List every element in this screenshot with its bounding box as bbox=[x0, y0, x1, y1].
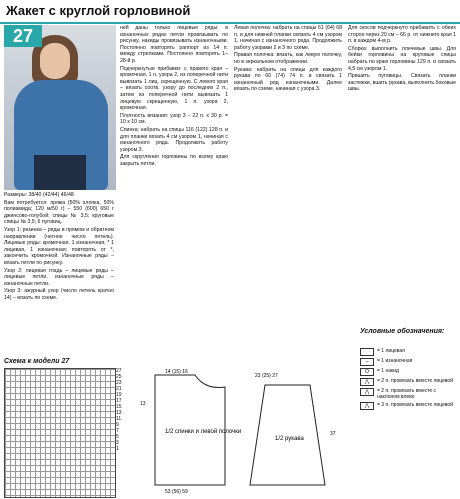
text-column-4 bbox=[348, 25, 456, 94]
paragraph: ней даны только лицевые ряды; в изнаночных рядах петли провязывать по рисунку, накиды провязывать изнаночными. Постоянно повторять раппорт из 14 п. между стрелками. Постоянно повторять 1–28-й р. bbox=[120, 25, 228, 64]
row-number: 21 bbox=[116, 386, 122, 392]
legend-text: = 2 п. провязать вместе с наклоном влево bbox=[377, 388, 437, 400]
row-number: 11 bbox=[116, 416, 122, 422]
legend-title: Условные обозначения: bbox=[360, 328, 445, 335]
paragraph: Левая полочка: набрать на спицы 61 (64) 68 п. и для нижней планки связать 4 см узором 1, начиная с изнаночного ряда. Продолжить работу узорами 2 и 3 по схеме. bbox=[234, 25, 342, 51]
paragraph: Подчеркнутые прибавки: с правого края – кромочная, 1 п. узора 2, из поперечной нити вывязать 1 лиц. скрещенную. С левого края – вязать соотв. узору до последних 2 п., затем из поперечной нити вывязать 1 лицевую скрещенную, 1 п. узора 2, кромочная. bbox=[120, 65, 228, 112]
legend-symbol: ⋀ bbox=[360, 402, 374, 410]
measure-label: 37 bbox=[330, 431, 336, 437]
row-number: 7 bbox=[116, 428, 119, 434]
measure-label: 14 (15) 16 bbox=[165, 369, 188, 375]
legend-item bbox=[360, 368, 456, 376]
text-column-2 bbox=[120, 25, 228, 168]
row-number: 13 bbox=[116, 410, 122, 416]
row-number: 3 bbox=[116, 440, 119, 446]
row-number: 19 bbox=[116, 392, 122, 398]
paragraph: Узор 1: резинка – ряды в прямом и обратном направлении (четное число петель). Лицевые ряды: кромочная, 1 изнаночная, * 1 лицевая, 1 изнаночная; повторять от *, закончить кромочной. Изнаночные ряды – вязать петли по рисунку. bbox=[4, 226, 114, 266]
model-number-badge: 27 bbox=[4, 25, 42, 47]
legend-item bbox=[360, 388, 456, 400]
paragraph: Узор 2: лицевая гладь – лицевые ряды – лицевые петли, изнаночные ряды – изнаночные петли. bbox=[4, 267, 114, 287]
paragraph: Рукава: набрать на спицы для каждого рукава по 60 (74) 74 п. и связать 1 изнаночный ряд изнаночными. Далее вязать по схеме, начиная с узора 3. bbox=[234, 66, 342, 93]
row-number: 9 bbox=[116, 422, 119, 428]
knitting-chart-grid bbox=[4, 368, 116, 498]
legend-symbol: О bbox=[360, 368, 374, 376]
measure-label: 53 (56) 59 bbox=[165, 489, 188, 495]
measure-label: 23 (25) 27 bbox=[255, 373, 278, 379]
paragraph: Вам потребуется: пряжа (50% хлопка, 50% полиамида; 120 м/50 г) – 550 (600) 650 г джинсово-голубой; спицы № 3,5; круговые спицы № 3,5; 6 пуговиц. bbox=[4, 199, 114, 226]
article-header bbox=[0, 0, 460, 24]
paragraph: Пришить пуговицы. Связать планки застежки, вшить рукава, выполнить боковые швы. bbox=[348, 73, 456, 93]
legend-symbol: ⋀ bbox=[360, 388, 374, 396]
legend-item bbox=[360, 348, 456, 356]
legend-text: = 1 накид bbox=[377, 368, 399, 374]
paragraph: Сборка: выполнить плечевые швы. Для бейки горловины на круговые спицы набрать по краю горловины 129 п. и связать 4,5 см узором 1. bbox=[348, 45, 456, 72]
back-piece-label: 1/2 спинки и левой полочки bbox=[165, 429, 242, 435]
paragraph: Плотность вязания: узор 3 – 22 п. x 30 р. = 10 x 10 см. bbox=[120, 112, 228, 126]
measure-label: 13 bbox=[140, 401, 146, 407]
paragraph: Размеры: 38/40 (42/44) 46/48 bbox=[4, 192, 74, 198]
photo-jeans bbox=[34, 155, 86, 190]
legend-item bbox=[360, 402, 456, 410]
legend-text: = 3 п. провязать вместе лицевой bbox=[377, 402, 453, 408]
row-number: 25 bbox=[116, 374, 122, 380]
legend bbox=[360, 348, 456, 412]
legend-text: = 1 лицевая bbox=[377, 348, 405, 354]
text-column-1 bbox=[4, 192, 114, 303]
legend-item bbox=[360, 378, 456, 386]
row-number: 17 bbox=[116, 398, 122, 404]
text-column-3 bbox=[234, 25, 342, 94]
row-number: 1 bbox=[116, 446, 119, 452]
garment-pattern-diagram bbox=[135, 365, 345, 495]
legend-symbol bbox=[360, 348, 374, 356]
legend-symbol: – bbox=[360, 358, 374, 366]
legend-symbol: ⋀ bbox=[360, 378, 374, 386]
row-number: 5 bbox=[116, 434, 119, 440]
legend-text: = 2 п. провязать вместе лицевой bbox=[377, 378, 453, 384]
row-number: 27 bbox=[116, 368, 122, 374]
chart-row-numbers bbox=[116, 368, 128, 452]
legend-text: = 1 изнаночная bbox=[377, 358, 413, 364]
sleeve-label: 1/2 рукава bbox=[275, 436, 304, 442]
photo-face bbox=[40, 43, 70, 79]
model-photo bbox=[4, 25, 116, 190]
paragraph: Спинка: набрать на спицы 116 (122) 128 п. и для планки вязать 4 см узором 1, начиная с изнаночного ряда. Продолжить работу узором 3. bbox=[120, 126, 228, 153]
paragraph: Узор 3: ажурный узор (число петель кратно 14) – вязать по схеме. bbox=[4, 288, 114, 301]
paragraph: Для скругления горловины по всему краю закрыть петли. bbox=[120, 154, 228, 167]
row-number: 15 bbox=[116, 404, 122, 410]
paragraph: Правая полочка: вязать, как левую полочку, но в зеркальном отображении. bbox=[234, 52, 342, 65]
legend-item bbox=[360, 358, 456, 366]
schema-title: Схема к модели 27 bbox=[4, 358, 70, 365]
row-number: 23 bbox=[116, 380, 122, 386]
sleeve-outline bbox=[250, 385, 325, 485]
paragraph: Для скосов подчеркнуто прибавить с обеих сторон через 20 см – 66 р. от нижнего края 1 п. в каждом 4-м р. bbox=[348, 25, 456, 45]
article-title: Жакет с круглой горловиной bbox=[6, 3, 191, 18]
